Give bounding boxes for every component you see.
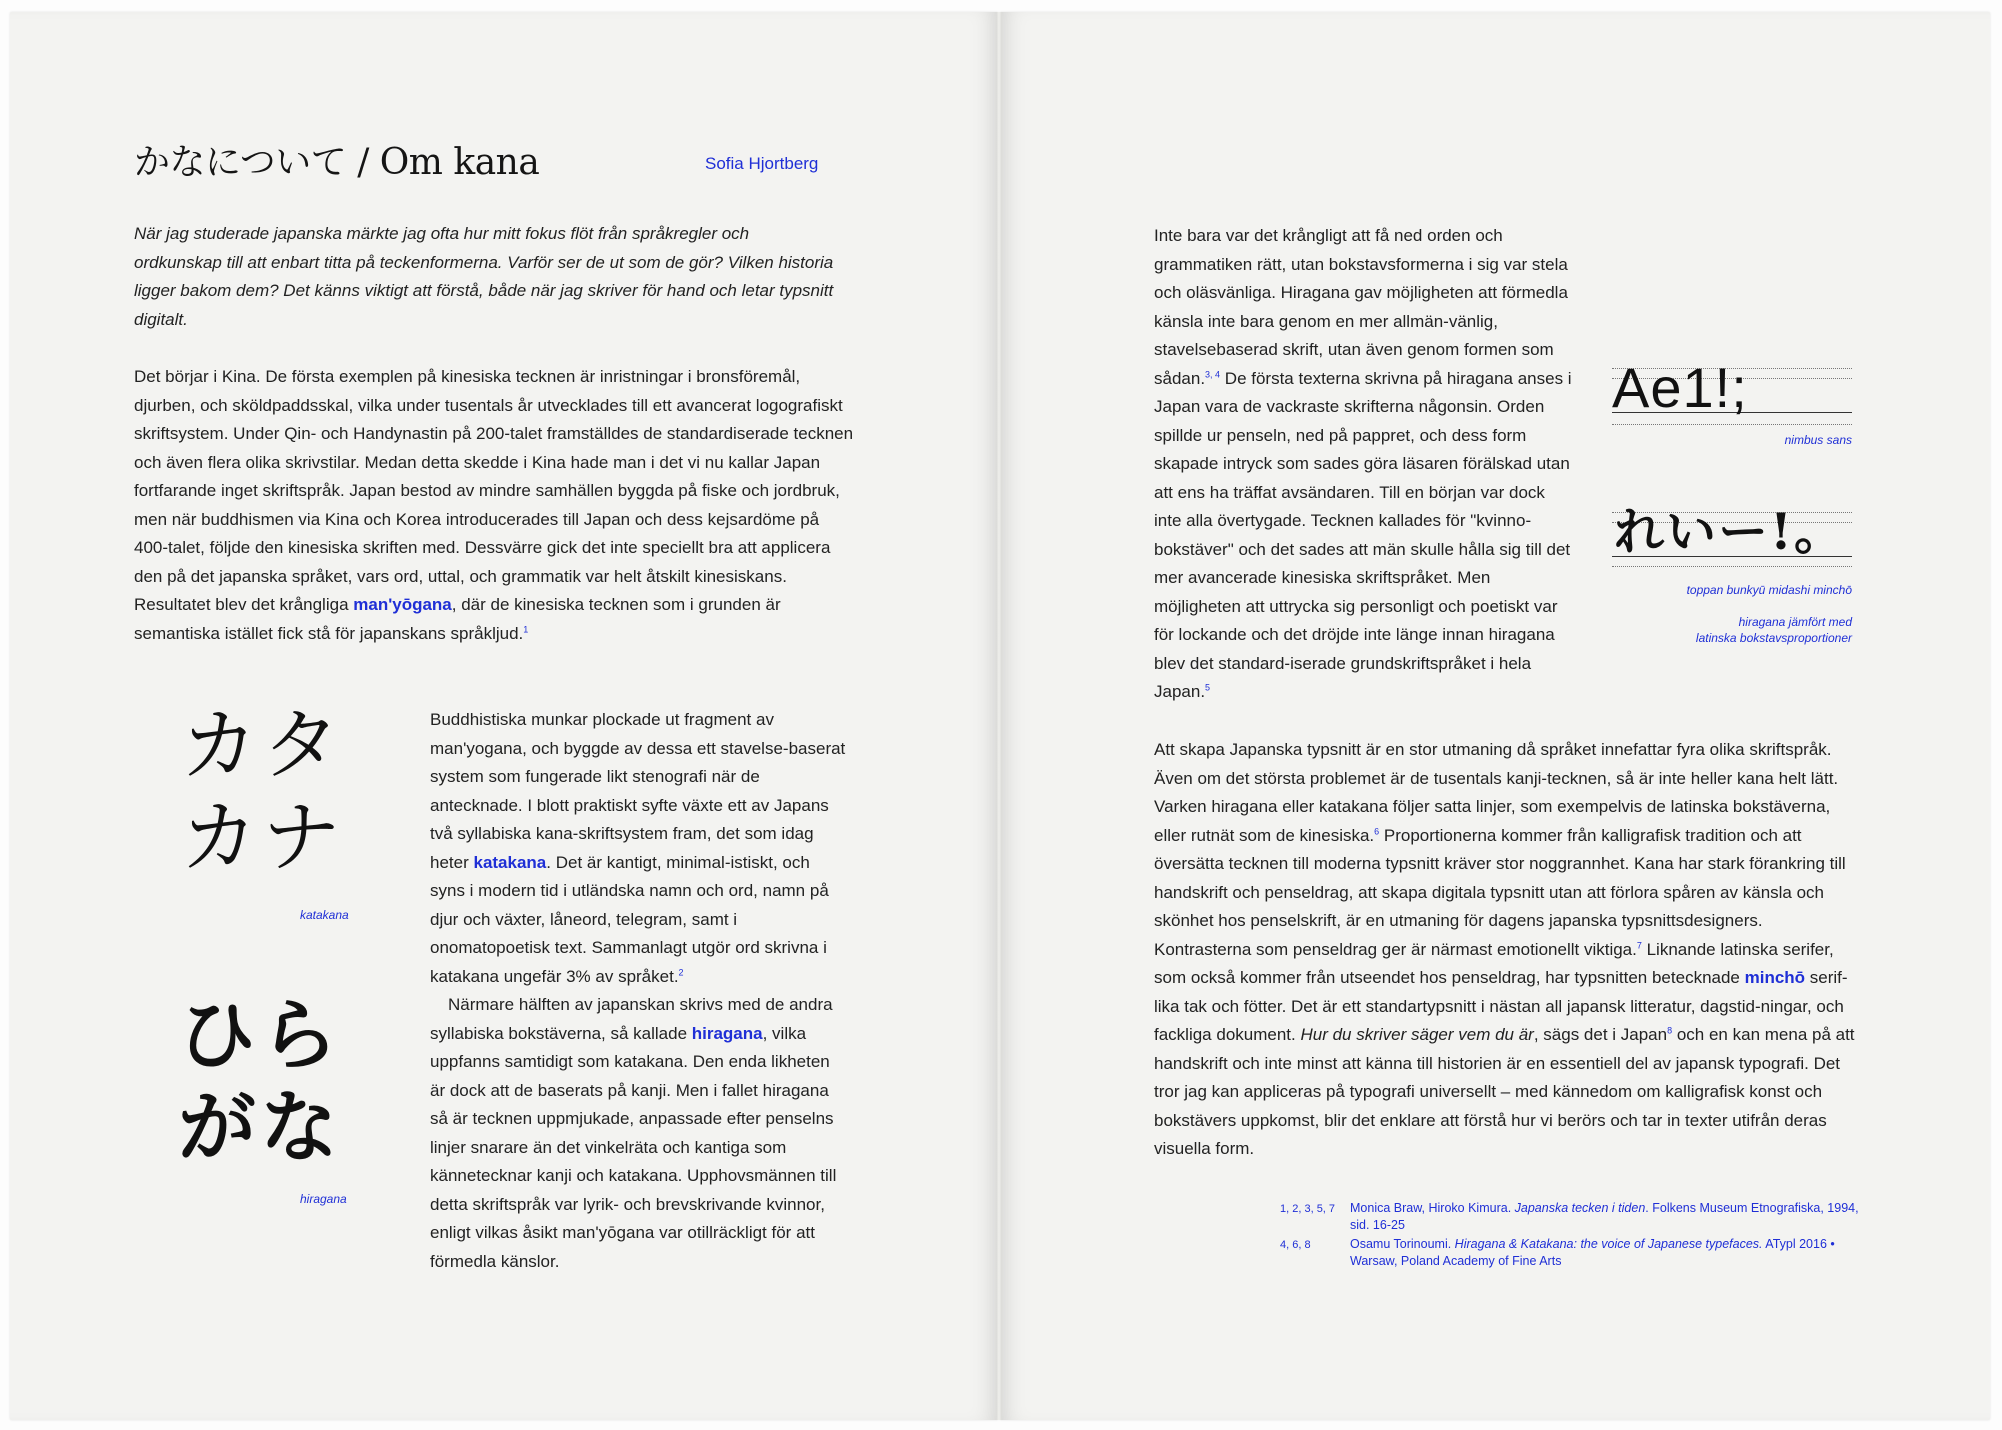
- hiragana-line-1: ひら: [178, 990, 343, 1081]
- body1-text-b: , där de kinesiska tecknen som i grunden är semantiska istället fick stå för japanskans språkljud.: [134, 595, 781, 643]
- book-gutter: [996, 12, 1002, 1420]
- specimen-note-line-1: hiragana jämfört med: [1738, 615, 1852, 629]
- reference-details: ATypl 2016 • Warsaw, Poland Academy of Fine Arts: [1350, 1237, 1835, 1268]
- latin-specimen-caption: nimbus sans: [1784, 433, 1852, 447]
- right-body-paragraph: [1154, 736, 1864, 1164]
- col2-p1-text-a: Buddhistiska munkar plockade ut fragment av man'yogana, och byggde av dessa ett stavelse-baserat system som fungerade likt stenografi när de antecknade. I blott praktiskt syfte växte ett av Japans två syllabiska kana-skriftsystem fram, det som idag heter: [430, 710, 846, 872]
- reference-details: . Folkens Museum Etnografiska, 1994, sid. 16-25: [1350, 1201, 1859, 1232]
- katakana-specimen: [180, 700, 344, 884]
- rbody2-text-f: och en kan mena på att handskrift och inte minst att känna till historien är en essentiell del av japansk typografi. Det tror jag kan appliceras på typografi universellt – med kännedom om kalligrafisk konst och bokstävers uppkomst, blir det enklare att förstå hur vi berörs och tar in texter utifrån deras visuella form.: [1154, 1025, 1855, 1158]
- term-manyogana: man'yōgana: [353, 595, 452, 614]
- rbody2-quote: Hur du skriver säger vem du är: [1300, 1025, 1534, 1044]
- specimen-note-line-2: latinska bokstavsproportioner: [1695, 631, 1852, 645]
- reference-numbers: 1, 2, 3, 5, 7: [1280, 1203, 1336, 1215]
- rbody2-text-e: , sägs det i Japan: [1533, 1025, 1668, 1044]
- col2-p2-text-b: , vilka uppfanns samtidigt som katakana. Den enda likheten är dock att de baserats på kanji. Men i fallet hiragana så är tecknen uppmjukade, anpassade efter penselns linjer snarare än det vinkelräta och kantiga som kännetecknar kanji och katakana. Upphovsmännen till detta skriftspråk var lyrik- och brevskrivande kvinnor, enligt vilkas åsikt man'yōgana var otillräckligt för att förmedla känslor.: [430, 1023, 837, 1271]
- term-katakana: katakana: [473, 852, 547, 872]
- hiragana-specimen-line: れいー!。: [1614, 502, 1846, 561]
- reference-authors: Osamu Torinoumi.: [1350, 1237, 1455, 1251]
- body-paragraph-1: [134, 363, 854, 648]
- reference-numbers: 4, 6, 8: [1280, 1239, 1311, 1251]
- hiragana-caption: hiragana: [300, 1192, 347, 1206]
- reference-authors: Monica Braw, Hiroko Kimura.: [1350, 1201, 1515, 1215]
- letterform-comparison: [1612, 356, 1852, 570]
- hiragana-specimen: [178, 990, 342, 1174]
- rbody2-text-c: Liknande latinska serifer, som också kommer från utseendet hos penseldrag, har typsnitten betecknade: [1154, 939, 1834, 987]
- footnote-marker: 2: [678, 966, 684, 977]
- reference-work: Hiragana & Katakana: the voice of Japanese typefaces.: [1454, 1237, 1763, 1251]
- footnote-marker: 1: [523, 623, 529, 634]
- katakana-line-2: カナ: [180, 793, 345, 883]
- rbody2-text-a: Att skapa Japanska typsnitt är en stor utmaning då språket innefattar fyra olika skriftspråk. Även om det största problemet är de tusentals kanji-tecknen, så är inte heller kana helt lätt. Varken hiragana eller katakana följer satta linjer, som exempelvis de latinska bokstäverna, eller rutnät som de kinesiska.: [1154, 740, 1839, 845]
- body1-text-a: Det börjar i Kina. De första exemplen på kinesiska tecknen är inristningar i bronsföremål, djurben, och sköldpaddsskal, vilka under tusentals år utvecklades till ett avancerat logografiskt skriftsystem. Under Qin- och Handynastin på 200-talet framställdes de standardiserade tecknen och även flera olika skrivstilar. Medan detta skedde i Kina hade man i det vi nu kallar Japan fortfarande inget skriftspråk. Japan bestod av mindre samhällen byggda på fiske och jordbruk, men när buddhismen via Kina och Korea introducerades till Japan och dess kejsardöme på 400-talet, följde den kinesiska skriften med. Dessvärre gick det inte speciellt bra att applicera den på det japanska språket, vars ord, uttal, och grammatik var helt åtskilt kinesiskans. Resultatet blev det krångliga: [134, 367, 854, 614]
- intro-paragraph: När jag studerade japanska märkte jag ofta hur mitt fokus flöt från språkregler och ordkunskap till att enbart titta på teckenformerna. Varför ser de ut som de gör? Vilken historia ligger bakom dem? Det känns viktigt att förstå, både när jag skriver för hand och letar typsnitt digitalt.: [134, 224, 834, 329]
- footnote-marker: 8: [1667, 1025, 1673, 1036]
- references: [1280, 1200, 1880, 1270]
- right-column-1: [1154, 222, 1574, 707]
- term-mincho: minchō: [1744, 968, 1806, 987]
- rbody2-text-d: serif-lika tak och fötter. Det är ett standartypsnitt i nästan all japansk litteratur, dagstid-ningar, och fackliga dokument.: [1154, 968, 1848, 1044]
- footnote-marker: 5: [1205, 682, 1211, 693]
- rcol1-text-b: De första texterna skrivna på hiragana anses i Japan vara de vackraste skrifterna någonsin. Orden spillde ur penseln, ned på pappret, och dess form skapade intryck som sades göra läsaren förälskad utan att ens ha träffat avsändaren. Till en början var dock inte alla övertygade. Tecknen kallades för "kvinno-bokstäver" och det sades att män skulle hålla sig till det mer avancerade kinesiska skriftspråket. Men möjligheten att uttrycka sig personligt och poetiskt var för lockande och det dröjde inte länge innan hiragana blev det standard-iserade grundskriftspråket i hela Japan.: [1154, 368, 1572, 701]
- reference-item: [1280, 1200, 1880, 1234]
- reference-text: [1350, 1200, 1880, 1234]
- reference-work: Japanska tecken i tiden: [1514, 1201, 1646, 1215]
- guide-line: [1612, 424, 1852, 425]
- col2-p2-text-a: Närmare hälften av japanskan skrivs med de andra syllabiska bokstäverna, så kallade: [430, 995, 833, 1043]
- footnote-marker: 7: [1636, 939, 1642, 950]
- term-hiragana: hiragana: [691, 1023, 763, 1043]
- left-column-2: [430, 706, 848, 1276]
- col2-paragraph-1: [430, 706, 848, 991]
- rcol1-text-a: Inte bara var det krångligt att få ned orden och grammatiken rätt, utan bokstavsformerna i sig var stela och oläsvänliga. Hiragana gav möjligheten att förmedla känsla inte bara genom en mer allmän-vänlig, stavelsebaserad skrift, utan även genom formen som sådan.: [1154, 226, 1568, 388]
- author-name: Sofia Hjortberg: [705, 154, 819, 173]
- footnote-marker: 6: [1374, 825, 1380, 836]
- page-title: かなについて / Om kana: [134, 142, 540, 183]
- reference-text: [1350, 1236, 1880, 1270]
- rbody2-text-b: Proportionerna kommer från kalligrafisk tradition och att översätta tecknen till moderna typsnitt kräver stor noggrannhet. Kana har stark förankring till handskrift och penseldrag, att skapa digitala typsnitt utan att förlora spåren av känsla och skönhet hos penselskrift, är en utmaning för dagens japanska typsnittsdesigners. Kontrasterna som penseldrag ger är närmast emotionellt viktiga.: [1154, 825, 1846, 959]
- katakana-line-1: カタ: [180, 701, 345, 791]
- col2-p1-text-b: . Det är kantigt, minimal-istiskt, och syns i modern tid i utländska namn och ord, namn på djur och växter, låneord, telegram, samt i onomatopoetisk text. Sammanlagt utgör ord skrivna i katakana ungefär 3% av språket.: [430, 852, 829, 986]
- katakana-caption: katakana: [300, 908, 349, 922]
- footnote-marker: 3, 4: [1205, 368, 1221, 379]
- specimen-note: [1612, 614, 1852, 646]
- hiragana-line-2: がな: [178, 1082, 343, 1173]
- latin-specimen: Ae1!;: [1612, 356, 1748, 419]
- reference-item: [1280, 1236, 1880, 1270]
- japanese-specimen-caption: toppan bunkyū midashi minchō: [1686, 583, 1852, 597]
- guide-line: [1612, 566, 1852, 567]
- col2-paragraph-2: [430, 991, 848, 1276]
